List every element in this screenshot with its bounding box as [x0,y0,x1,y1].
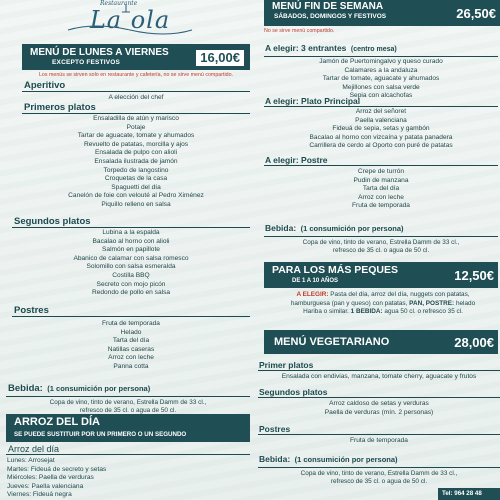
segundos-title: Segundos platos [12,216,250,228]
arroz-section [6,444,250,500]
kids-text-3: Hariba o similar. [303,308,349,315]
entrantes-list [264,58,498,101]
kids-text-2-end: helado [455,299,476,307]
kids-text-3-bold: 1 BEBIDA: [350,308,383,315]
weekend-note: No se sirve menú compartido. [264,28,335,34]
weekday-bebida-title: Bebida: [8,383,43,394]
list-item: Helado [120,328,142,336]
list-item: Ensalada de pulpo con alioli [94,149,178,157]
list-item: Panna cotta [113,362,149,370]
kids-line-2 [266,300,500,309]
segundos-section [12,216,250,298]
primeros-section [22,102,250,210]
list-item: Abanico de calamar con salsa romesco [73,254,189,262]
list-item: Lubina a la espalda [102,229,160,236]
kids-text-1: Pasta del día, arroz del día, nuggets con patatas, [330,291,470,298]
principal-list [264,108,498,151]
veg-bebida-section [258,449,500,487]
list-item: Pudin de manzana [353,176,409,184]
list-item: Bacalao al horno con alioli [92,237,170,245]
entrantes-section [264,38,498,101]
weekend-header [264,0,500,26]
list-item: Torpedo de langostino [103,166,169,174]
list-item: Sepia con alcachofas [349,92,413,100]
list-item: Piquillo relleno en salsa [101,200,171,208]
aperitivo-title: Aperitivo [22,80,250,92]
kids-text-2: hamburguesa (pan y queso) con patatas, [290,299,408,307]
weekend-bebida-header [264,218,498,237]
list-item: Redondo de pollo en salsa [91,289,171,297]
weekend-title: MENÚ FIN DE SEMANA [272,1,384,12]
logo-name: La ola [89,6,171,34]
list-item: Salmón en papillote [102,246,160,254]
weekday-bebida-text-1: Copa de vino, tinto de verano, Estrella Damm de 33 cl., [49,399,207,406]
list-item: Fideuá de sepia, setas y gambón [332,125,430,133]
principal-section [264,96,498,151]
arroz-list [6,457,250,500]
list-item: Fruta de temporada [350,437,408,444]
weekday-bebida-sub: (1 consumición por persona) [47,384,151,393]
list-item: Paella de verduras (mín. 2 personas) [324,408,434,416]
restaurant-logo [60,0,200,40]
list-item: Arroz caldoso de setas y verduras [329,400,429,407]
list-item: Crepe de turrón [357,168,405,175]
veg-primer-section [258,360,500,382]
list-item: Miércoles: Paella de verduras [7,474,94,482]
list-item: Jueves: Paella valenciana [7,482,84,490]
veg-bebida-sub: (1 consumición por persona) [294,455,398,464]
kids-title: PARA LOS MÁS PEQUES [272,264,399,276]
veg-postres-title: Postres [258,424,500,435]
weekday-header [22,44,250,70]
list-item: Viernes: Fideuá negra [7,491,72,499]
kids-line-1 [266,291,500,300]
list-item: Tarta del día [362,185,400,193]
postres-list [12,320,250,372]
weekend-price: 26,50€ [456,6,496,21]
veg-bebida-text-1: Copa de vino, tinto de verano, Estrella Damm de 33 cl., [300,470,458,477]
kids-label: A ELEGIR: [296,291,329,298]
weekend-bebida-section [264,218,498,256]
weekend-bebida-text-1: Copa de vino, tinto de verano, Estrella Damm de 33 cl., [302,239,460,246]
veg-bebida-header [258,449,500,468]
veg-segundos-section [258,387,500,417]
entrantes-title: A elegir: 3 entrantes [265,43,347,53]
list-item: Fruta de temporada [102,320,160,327]
weekend-bebida-sub: (1 consumición por persona) [300,224,404,233]
list-item: Paella valenciana [355,116,407,124]
arroz-title: ARROZ DEL DÍA [14,416,100,428]
weekday-title: MENÚ DE LUNES A VIERNES [30,47,169,58]
list-item: Natillas caseras [107,345,155,353]
weekend-subtitle: SÁBADOS, DOMINGOS Y FESTIVOS [274,13,387,20]
arroz-section-title: Arroz del día [6,444,250,455]
list-item: Revuelto de patatas, morcilla y ajos [83,140,189,148]
veg-postres-section [258,424,500,446]
phone-number: Tel: 964 28 48 [438,488,500,500]
primeros-list [22,115,250,210]
weekday-price: 16,00€ [196,50,244,66]
veg-segundos-list [258,400,500,417]
veg-header [264,330,498,354]
arroz-subtitle: SE PUEDE SUSTITUIR POR UN PRIMERO O UN SEGUNDO [14,431,187,438]
list-item: Mejillones con salsa verde [342,83,420,91]
right-column [258,0,500,500]
list-item: Secreto con mojo picón [96,280,166,288]
list-item: Costilla BBQ [112,271,150,279]
entrantes-sub: (centro mesa) [350,46,397,53]
list-item: Arroz del señoret [355,108,407,115]
list-item: Bacalao al horno con vizcaína y patata panadera [309,133,453,141]
postres-section [12,305,250,372]
aperitivo-item: A elección del chef [108,94,164,101]
entrantes-header [264,38,498,57]
list-item: Arroz con leche [108,354,154,362]
list-item: Arroz con leche [358,193,404,201]
weekend-bebida-text-2: refresco de 35 cl. o agua de 50 cl. [332,247,430,255]
kids-header [264,262,498,288]
postres-title: Postres [12,305,250,317]
principal-title: A elegir: Plato Principal [264,96,498,107]
list-item: Lunes: Arrosejat [7,457,55,464]
list-item: Potaje [126,123,146,131]
weekend-postre-title: A elegir: Postre [264,155,498,166]
weekday-subtitle: EXCEPTO FESTIVOS [52,59,121,66]
veg-bebida-title: Bebida: [259,454,291,464]
list-item: Ensaladilla de atún y marisco [93,115,179,122]
list-item: Tarta del día [112,337,150,345]
veg-primer-title: Primer platos [258,360,500,371]
weekday-bebida-header [6,378,250,397]
kids-text-2-bold: PAN, POSTRE: [409,299,455,307]
kids-price: 12,50€ [454,268,494,283]
weekday-bebida-section [6,378,250,416]
veg-segundos-title: Segundos platos [258,387,500,398]
veg-bebida-text-2: refresco de 35 cl. o agua de 50 cl. [330,478,428,486]
kids-text-3-end: agua 50 cl. o refresco 35 cl. [384,308,463,315]
list-item: Tartar de aguacate, tomate y ahumados [77,132,195,140]
list-item: Canelón de foie con velouté al Pedro Ximénez [68,192,204,200]
list-item: Croquetas de la casa [104,175,168,183]
list-item: Carrillera de cerdo al Oporto con puré de patatas [309,142,453,150]
list-item: Fruta de temporada [352,202,410,210]
list-item: Ensalada con endivias, manzana, tomate cherry, aguacate y frutos [281,373,477,380]
veg-price: 28,00€ [454,335,494,350]
list-item: Jamón de Puertomingalvo y queso curado [319,58,443,65]
weekend-postre-section [264,155,498,211]
veg-title: MENÚ VEGETARIANO [274,336,390,348]
aperitivo-section [22,80,250,103]
kids-subtitle: DE 1 A 10 AÑOS [292,278,339,284]
weekday-bebida-text-2: refresco de 35 cl. o agua de 50 cl. [79,407,177,415]
list-item: Ensalada ilustrada de jamón [94,157,178,165]
weekday-note: Los menús se sirven solo en restaurante y cafetería, no se sirve menú compartido. [38,72,234,78]
list-item: Martes: Fideuá de secreto y setas [7,465,107,473]
arroz-header [6,414,250,442]
logo-small-text: Restaurante [100,0,138,7]
list-item: Solomillo con salsa esmeralda [86,263,176,271]
primeros-title: Primeros platos [22,102,250,114]
list-item: Calamares a la andaluza [344,66,418,74]
weekend-bebida-title: Bebida: [265,223,297,233]
segundos-list [12,229,250,298]
weekend-postre-list [264,168,498,211]
list-item: Spaguetti del día [111,183,161,191]
kids-line-3 [266,308,500,317]
kids-text [266,291,500,317]
list-item: Tartar de tomate, aguacate y ahumados [322,75,440,83]
